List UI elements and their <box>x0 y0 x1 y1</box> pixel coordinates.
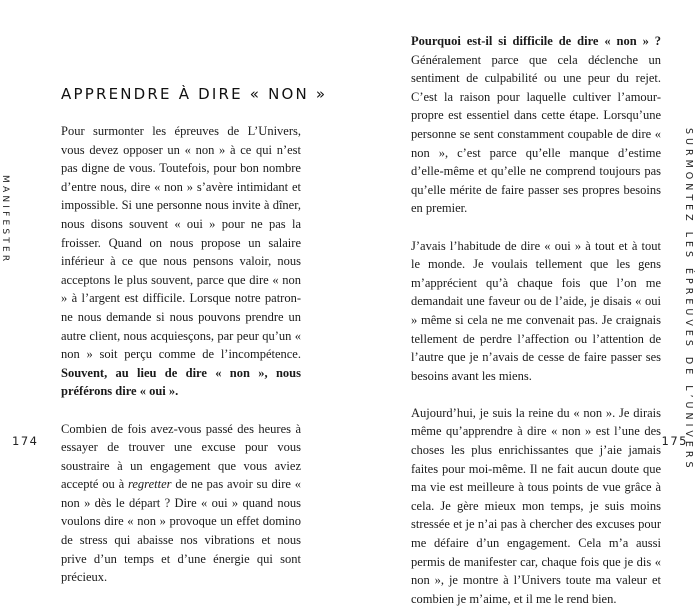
right-paragraph-2: J’avais l’habitude de dire « oui » à tout et à tout le monde. Je voulais tellement que les gens m’apprécient qu’à chaque fois que l’on me demandait une faveur ou de l’aide, je disais « oui » même si cela ne me convenait pas. Je craignais tellement de perdre l’affection ou l’attention de l’autre que je n’avais de cesse de faire passer ses besoins avant les miens. <box>411 238 661 383</box>
left-paragraph-2 <box>61 420 301 587</box>
left-p1-text: Pour surmonter les épreuves de L’Univers, vous devez opposer un « non » à ce qui n’est pas digne de vous. Toutefois, pour bon nombre d’entre nous, dire « non » s’avère intimidant et impossible. Si une personne nous invite à dîner, nous disons souvent « oui » pour ne pas la froisser. Quand on nous propose un salaire inférieur à ce que nous pensons valoir, nous acceptons le plus souvent, parce que dire « non » à l’argent est difficile. Lorsque notre patron-ne nous demande si nous pouvons prendre un autre client, nous acquiesçons, par peur qu’un « non » soit perçu comme de l’incompétence. <box>61 124 301 362</box>
left-page <box>0 0 350 585</box>
left-paragraph-1 <box>61 122 301 401</box>
right-paragraph-3: Aujourd’hui, je suis la reine du « non ». Je dirais même qu’apprendre à dire « non » est l’une des choses les plus enrichissantes que j’aie jamais faites pour moi-même. Il ne fait aucun doute que ma vie est meilleure à tous points de vue grâce à cela. Je gère mieux mon temps, je suis moins stressée et je n’ai pas à chercher des excuses pour me défaire d’un engagement. Cela m’a aussi permis de manifester car, chaque fois que je dis « non », je montre à l’Univers toute ma valeur et combien je m’aime, et il me le rend bien. <box>411 405 661 606</box>
left-body <box>61 122 301 587</box>
running-head-right: SURMONTEZ LES ÉPREUVES DE L’UNIVERS <box>683 128 694 472</box>
left-p2-after: de ne pas avoir su dire « non » dès le départ ? Dire « oui » quand nous voulons dire « non » provoque un effet domino de stress qui abaisse nos vibrations et nous prive d’un temps et d’une énergie qui sont précieux. <box>61 477 301 585</box>
left-p2-italic: regretter <box>127 477 172 492</box>
right-p1-text: Généralement parce que cela déclenche un sentiment de culpabilité ou une peur du rejet. C’est la raison pour laquelle cultiver l’amour-propre est essentiel dans cette étape. Lorsqu’une personne se sent constamment coupable de dire « non », c’est parce qu’elle manque d’estime d’elle-même et qu’elle ne comprend toujours pas qu’elle mérite de faire passer ses propres besoins en premier. <box>411 52 661 216</box>
right-body <box>411 32 661 608</box>
left-p2-before: Combien de fois avez-vous passé des heures à essayer de trouver une excuse pour vous soustraire à un engagement que vous aviez accepté ou à <box>61 421 301 492</box>
right-page <box>350 0 700 606</box>
page-number-right: 175 <box>661 434 688 448</box>
left-p1-bold: Souvent, au lieu de dire « non », nous préférons dire « oui ». <box>61 365 301 399</box>
running-head-left: MANIFESTER <box>0 175 10 265</box>
section-heading: APPRENDRE À DIRE « NON » <box>61 85 328 103</box>
right-paragraph-1 <box>411 32 661 218</box>
page-number-left: 174 <box>12 434 39 448</box>
right-p1-bold: Pourquoi est-il si difficile de dire « non » ? <box>411 34 661 48</box>
